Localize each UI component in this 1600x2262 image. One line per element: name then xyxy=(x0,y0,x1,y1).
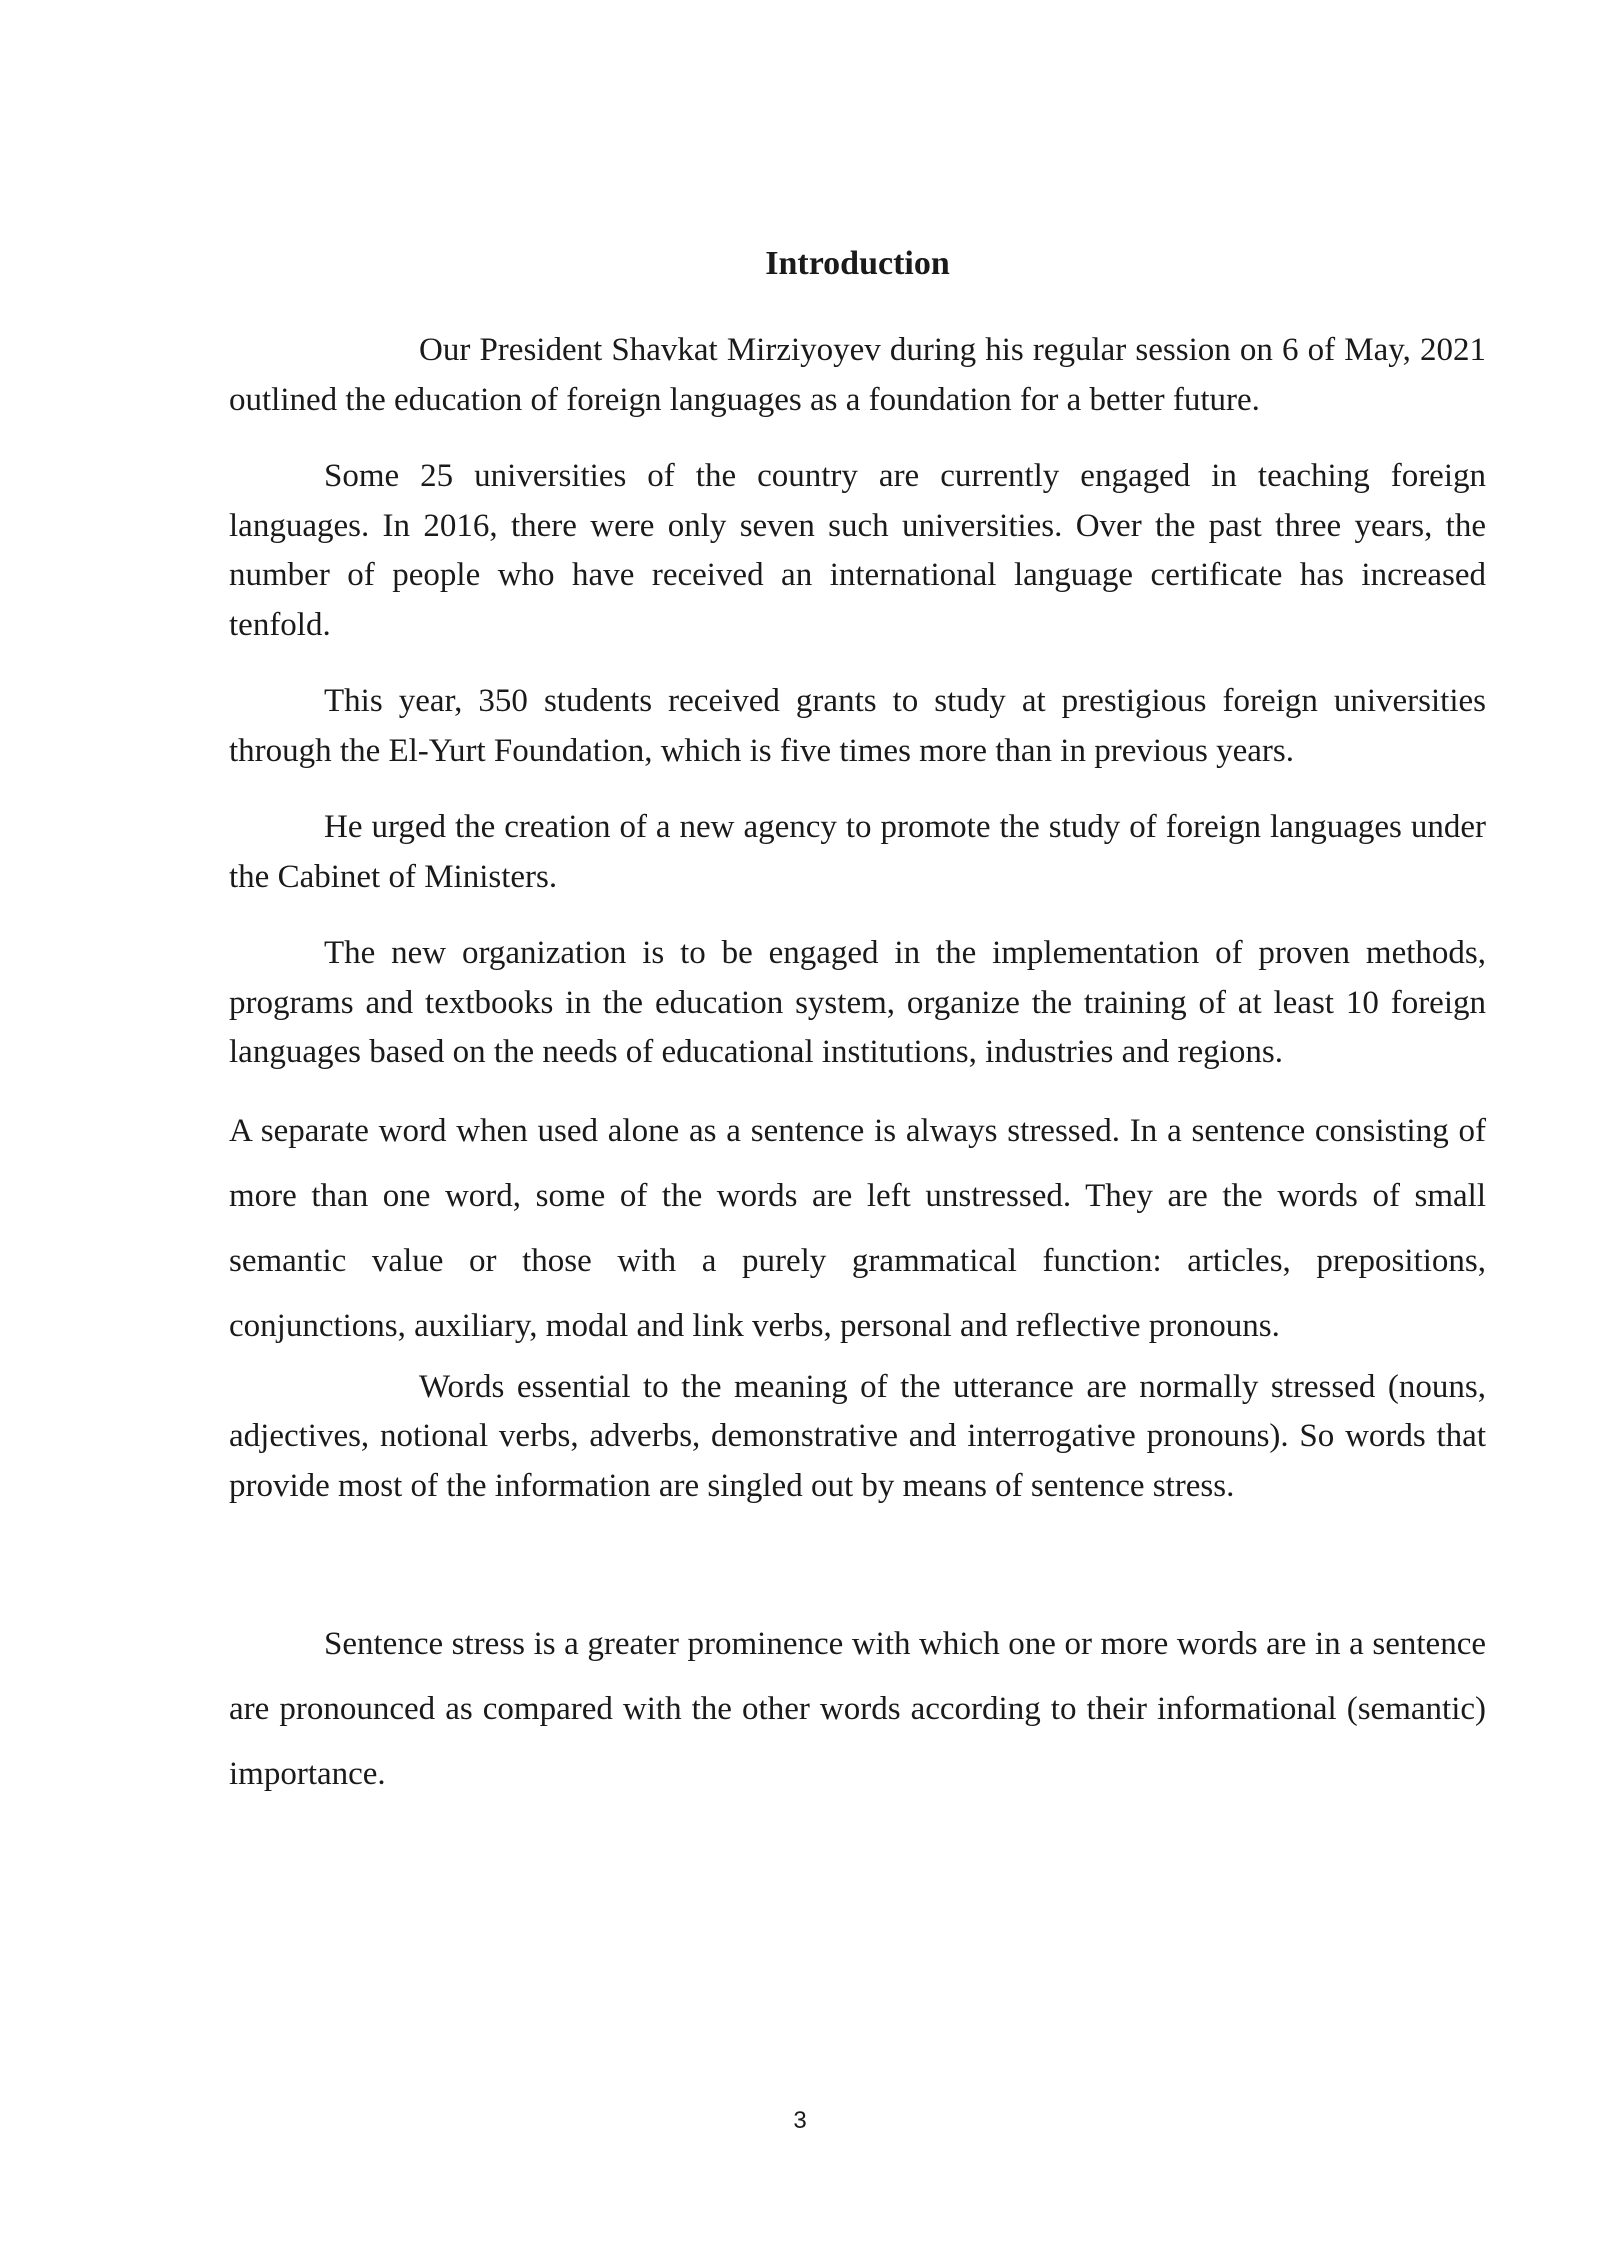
page-title: Introduction xyxy=(765,245,950,282)
paragraph-sentence-stress: Sentence stress is a greater prominence with which one or more words are in a sentence are pronounced as compared with the other words according to their informational (semantic) importance. xyxy=(229,1626,1486,1792)
paragraph-universities: Some 25 universities of the country are currently engaged in teaching foreign languages. In 2016, there were only seven such universities. Over the past three years, the number of people who have received an international language certificate has increased tenfold. xyxy=(229,458,1486,643)
paragraph-new-organization: The new organization is to be engaged in the implementation of proven methods, programs and textbooks in the education system, organize the training of at least 10 foreign languages based on the needs of educational institutions, industries and regions. xyxy=(229,935,1486,1070)
paragraph-unstressed-words: A separate word when used alone as a sentence is always stressed. In a sentence consisting of more than one word, some of the words are left unstressed. They are the words of small semantic value or those with a purely grammatical function: articles, prepositions, conjunctions, auxiliary, modal and link verbs, personal and reflective pronouns. xyxy=(229,1112,1486,1344)
paragraph-grants: This year, 350 students received grants to study at prestigious foreign universities through the El-Yurt Foundation, which is five times more than in previous years. xyxy=(229,683,1486,769)
page-number: 3 xyxy=(793,2107,807,2134)
page-content xyxy=(229,240,1486,1807)
paragraph-president-session: Our President Shavkat Mirziyoyev during his regular session on 6 of May, 2021 outlined the education of foreign languages as a foundation for a better future. xyxy=(229,332,1486,418)
paragraph-new-agency: He urged the creation of a new agency to promote the study of foreign languages under the Cabinet of Ministers. xyxy=(229,809,1486,895)
paragraph-stressed-words: Words essential to the meaning of the utterance are normally stressed (nouns, adjectives, notional verbs, adverbs, demonstrative and interrogative pronouns). So words that provide most of the information are singled out by means of sentence stress. xyxy=(229,1368,1486,1504)
